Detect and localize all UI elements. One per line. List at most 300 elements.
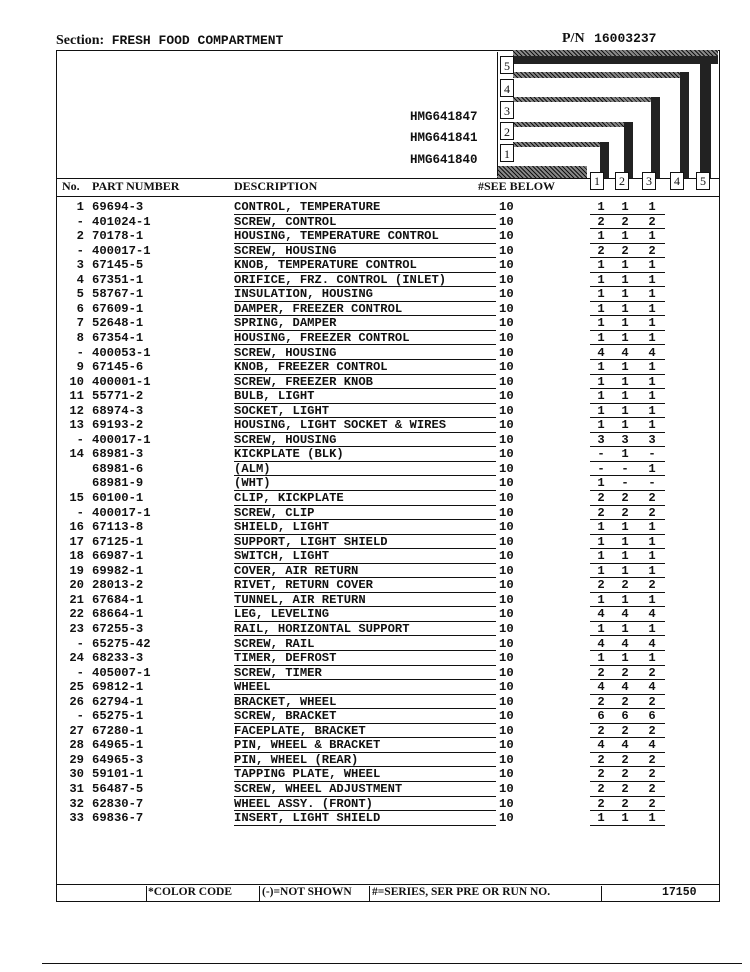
qty-col-1: 2 xyxy=(597,694,605,709)
qty-col-1: 1 xyxy=(597,287,605,302)
qty-col-2: 1 xyxy=(621,374,629,389)
hatch-band-4 xyxy=(513,72,685,78)
qty-col-3: 1 xyxy=(648,811,656,826)
description: SWITCH, LIGHT xyxy=(234,549,330,564)
section-header xyxy=(56,33,283,49)
table-row xyxy=(0,709,750,724)
qty-col-3: 2 xyxy=(648,752,656,767)
col-number-3: 3 xyxy=(642,172,656,190)
item-number: 12 xyxy=(69,403,84,418)
qty-col-2: - xyxy=(621,476,629,491)
qty-col-2: 3 xyxy=(621,432,629,447)
qty-col-1: 1 xyxy=(597,272,605,287)
item-number: 13 xyxy=(69,418,84,433)
item-number: - xyxy=(76,709,84,724)
item-number: 10 xyxy=(69,374,84,389)
item-number: 31 xyxy=(69,782,84,796)
qty-col-1: 4 xyxy=(597,738,605,753)
qty-col-2: 1 xyxy=(621,229,629,244)
qty-col-1: 1 xyxy=(597,520,605,535)
series: 10 xyxy=(499,214,514,229)
part-number: 55771-2 xyxy=(92,389,144,404)
qty-col-2: 1 xyxy=(621,360,629,375)
qty-col-2: 1 xyxy=(621,651,629,666)
table-row xyxy=(0,651,750,666)
pn-value: 16003237 xyxy=(594,31,657,46)
table-row xyxy=(0,564,750,579)
series: 10 xyxy=(499,752,514,767)
qty-col-3: 1 xyxy=(648,301,656,316)
row-rule xyxy=(234,825,496,826)
qty-col-1: 2 xyxy=(597,214,605,229)
series: 10 xyxy=(499,665,514,680)
footer-series: #=SERIES, SER PRE OR RUN NO. xyxy=(372,886,551,898)
qty-col-3: 1 xyxy=(648,549,656,564)
qty-col-1: 2 xyxy=(597,782,605,796)
table-row xyxy=(0,331,750,346)
table-row xyxy=(0,229,750,244)
description: ORIFICE, FRZ. CONTROL (INLET) xyxy=(234,272,447,287)
description: KICKPLATE (BLK) xyxy=(234,447,344,462)
series-box-3: 3 xyxy=(500,101,514,119)
table-row xyxy=(0,215,750,230)
description: SCREW, FREEZER KNOB xyxy=(234,374,373,389)
description: BULB, LIGHT xyxy=(234,389,315,404)
qty-col-1: 1 xyxy=(597,200,605,214)
qty-col-1: 2 xyxy=(597,491,605,505)
part-number: 62830-7 xyxy=(92,796,144,811)
description: (ALM) xyxy=(234,461,271,476)
series: 10 xyxy=(499,389,514,404)
item-number: 26 xyxy=(69,694,84,709)
table-row xyxy=(0,549,750,564)
table-row xyxy=(0,680,750,695)
part-number: 405007-1 xyxy=(92,665,151,680)
col-number-1: 1 xyxy=(590,172,604,190)
description: RIVET, RETURN COVER xyxy=(234,578,373,593)
description: HOUSING, TEMPERATURE CONTROL xyxy=(234,229,439,244)
qty-col-1: 1 xyxy=(597,360,605,375)
description: WHEEL xyxy=(234,680,271,695)
part-number: 65275-42 xyxy=(92,636,151,651)
qty-col-2: 4 xyxy=(621,738,629,753)
part-number: 69193-2 xyxy=(92,418,144,433)
description: FACEPLATE, BRACKET xyxy=(234,723,366,738)
qty-col-3: 4 xyxy=(648,607,656,622)
series: 10 xyxy=(499,505,514,520)
series: 10 xyxy=(499,461,514,476)
series: 10 xyxy=(499,723,514,738)
series: 10 xyxy=(499,491,514,505)
item-number: 14 xyxy=(69,447,84,462)
qty-col-3: 1 xyxy=(648,563,656,578)
series: 10 xyxy=(499,607,514,622)
item-number: 17 xyxy=(69,534,84,549)
part-number: 67684-1 xyxy=(92,592,144,607)
qty-col-3: 1 xyxy=(648,272,656,287)
qty-col-3: 1 xyxy=(648,461,656,476)
part-number: 69694-3 xyxy=(92,200,144,214)
item-number: 15 xyxy=(69,491,84,505)
series: 10 xyxy=(499,651,514,666)
hatch-band-bottom xyxy=(497,166,587,178)
qty-col-1: 2 xyxy=(597,505,605,520)
table-row xyxy=(0,491,750,506)
description: SCREW, HOUSING xyxy=(234,432,337,447)
table-row xyxy=(0,404,750,419)
series: 10 xyxy=(499,796,514,811)
qty-col-2: 1 xyxy=(621,520,629,535)
footer-divider-4 xyxy=(601,886,602,902)
part-number: 67609-1 xyxy=(92,301,144,316)
item-number: 33 xyxy=(69,811,84,826)
part-number: 64965-3 xyxy=(92,752,144,767)
description: SCREW, TIMER xyxy=(234,665,322,680)
part-number: 67145-6 xyxy=(92,360,144,375)
item-number: 23 xyxy=(69,621,84,636)
table-row xyxy=(0,462,750,477)
part-number: 68981-3 xyxy=(92,447,144,462)
qty-col-3: 2 xyxy=(648,796,656,811)
col-number-5: 5 xyxy=(696,172,710,190)
item-number: 6 xyxy=(76,301,84,316)
table-row xyxy=(0,724,750,739)
table-row xyxy=(0,273,750,288)
item-number: 25 xyxy=(69,680,84,695)
table-row xyxy=(0,520,750,535)
table-row xyxy=(0,418,750,433)
series: 10 xyxy=(499,403,514,418)
qty-col-1: 3 xyxy=(597,432,605,447)
part-number: 401024-1 xyxy=(92,214,151,229)
qty-col-2: 1 xyxy=(621,549,629,564)
series: 10 xyxy=(499,432,514,447)
table-row xyxy=(0,637,750,652)
description: WHEEL ASSY. (FRONT) xyxy=(234,796,373,811)
series: 10 xyxy=(499,316,514,331)
series: 10 xyxy=(499,374,514,389)
qty-col-3: 1 xyxy=(648,403,656,418)
description: INSERT, LIGHT SHIELD xyxy=(234,811,381,826)
item-number: 32 xyxy=(69,796,84,811)
qty-col-1: - xyxy=(597,447,605,462)
description: TUNNEL, AIR RETURN xyxy=(234,592,366,607)
series: 10 xyxy=(499,418,514,433)
item-number: 7 xyxy=(76,316,84,331)
qty-col-2: 2 xyxy=(621,491,629,505)
item-number: 2 xyxy=(76,229,84,244)
qty-col-1: 4 xyxy=(597,680,605,695)
description: SOCKET, LIGHT xyxy=(234,403,330,418)
qty-col-1: 1 xyxy=(597,229,605,244)
footer-color-code: *COLOR CODE xyxy=(148,886,233,898)
item-number: 9 xyxy=(76,360,84,375)
series: 10 xyxy=(499,200,514,214)
qty-col-3: 2 xyxy=(648,665,656,680)
part-number: 68974-3 xyxy=(92,403,144,418)
staircase-band-5 xyxy=(513,56,718,64)
qty-col-3: - xyxy=(648,447,656,462)
table-row xyxy=(0,593,750,608)
description: SUPPORT, LIGHT SHIELD xyxy=(234,534,388,549)
qty-col-3: 4 xyxy=(648,345,656,360)
table-row xyxy=(0,607,750,622)
qty-col-3: 2 xyxy=(648,505,656,520)
qty-col-1: 1 xyxy=(597,418,605,433)
series: 10 xyxy=(499,476,514,491)
description: INSULATION, HOUSING xyxy=(234,287,373,302)
part-number: 68233-3 xyxy=(92,651,144,666)
qty-col-2: 2 xyxy=(621,752,629,767)
hatch-band-1 xyxy=(513,142,603,147)
qty-col-2: 6 xyxy=(621,709,629,724)
qty-col-3: 1 xyxy=(648,418,656,433)
part-number: 400053-1 xyxy=(92,345,151,360)
qty-col-1: 2 xyxy=(597,578,605,593)
qty-col-3: 3 xyxy=(648,432,656,447)
part-number: 68981-6 xyxy=(92,461,144,476)
qty-col-2: 1 xyxy=(621,418,629,433)
footer-top-line xyxy=(56,884,720,885)
table-row xyxy=(0,535,750,550)
qty-rule xyxy=(590,825,665,826)
description: SPRING, DAMPER xyxy=(234,316,337,331)
part-number: 67125-1 xyxy=(92,534,144,549)
qty-col-3: 1 xyxy=(648,520,656,535)
staircase-leg-2 xyxy=(624,122,633,178)
qty-col-2: 1 xyxy=(621,563,629,578)
series-box-divider xyxy=(497,52,498,176)
qty-col-1: 1 xyxy=(597,534,605,549)
description: SCREW, HOUSING xyxy=(234,345,337,360)
description: SCREW, CLIP xyxy=(234,505,315,520)
staircase-leg-3 xyxy=(651,97,660,178)
table-row xyxy=(0,346,750,361)
qty-col-3: 1 xyxy=(648,389,656,404)
qty-col-3: 1 xyxy=(648,374,656,389)
qty-col-2: - xyxy=(621,461,629,476)
series: 10 xyxy=(499,621,514,636)
part-number: 400017-1 xyxy=(92,505,151,520)
part-number: 69982-1 xyxy=(92,563,144,578)
table-row xyxy=(0,258,750,273)
qty-col-3: 1 xyxy=(648,316,656,331)
qty-col-3: 1 xyxy=(648,229,656,244)
item-number: 8 xyxy=(76,330,84,345)
description: HOUSING, LIGHT SOCKET & WIRES xyxy=(234,418,447,433)
item-number: 4 xyxy=(76,272,84,287)
qty-col-3: 1 xyxy=(648,534,656,549)
item-number: - xyxy=(76,505,84,520)
qty-col-1: 1 xyxy=(597,374,605,389)
series: 10 xyxy=(499,592,514,607)
item-number: 30 xyxy=(69,767,84,782)
qty-col-2: 1 xyxy=(621,447,629,462)
staircase-leg-5 xyxy=(700,56,711,178)
col-number-2: 2 xyxy=(615,172,629,190)
part-number: 64965-1 xyxy=(92,738,144,753)
series: 10 xyxy=(499,330,514,345)
qty-col-2: 2 xyxy=(621,214,629,229)
series: 10 xyxy=(499,447,514,462)
series: 10 xyxy=(499,738,514,753)
qty-col-2: 1 xyxy=(621,200,629,214)
qty-col-1: 1 xyxy=(597,621,605,636)
series: 10 xyxy=(499,243,514,258)
description: SCREW, WHEEL ADJUSTMENT xyxy=(234,782,403,796)
qty-col-2: 1 xyxy=(621,621,629,636)
series: 10 xyxy=(499,709,514,724)
column-header-bottom-line xyxy=(56,196,720,197)
qty-col-1: 1 xyxy=(597,389,605,404)
qty-col-1: 2 xyxy=(597,723,605,738)
qty-col-1: 2 xyxy=(597,767,605,782)
qty-col-2: 1 xyxy=(621,592,629,607)
series: 10 xyxy=(499,578,514,593)
description: TIMER, DEFROST xyxy=(234,651,337,666)
part-number: 400017-1 xyxy=(92,243,151,258)
series-box-4: 4 xyxy=(500,79,514,97)
item-number: - xyxy=(76,243,84,258)
part-number: 52648-1 xyxy=(92,316,144,331)
qty-col-1: 4 xyxy=(597,607,605,622)
item-number: 28 xyxy=(69,738,84,753)
description: COVER, AIR RETURN xyxy=(234,563,359,578)
series: 10 xyxy=(499,782,514,796)
item-number: - xyxy=(76,214,84,229)
qty-col-2: 1 xyxy=(621,272,629,287)
description: SCREW, CONTROL xyxy=(234,214,337,229)
part-number: 67255-3 xyxy=(92,621,144,636)
page-bottom-rule xyxy=(42,963,742,964)
part-number-header xyxy=(562,31,656,47)
series: 10 xyxy=(499,301,514,316)
qty-col-2: 2 xyxy=(621,723,629,738)
part-number: 67351-1 xyxy=(92,272,144,287)
staircase-leg-4 xyxy=(680,72,689,178)
part-number: 69836-7 xyxy=(92,811,144,826)
qty-col-2: 2 xyxy=(621,767,629,782)
part-number: 400017-1 xyxy=(92,432,151,447)
item-number: 1 xyxy=(76,200,84,214)
description: SHIELD, LIGHT xyxy=(234,520,330,535)
part-number: 68981-9 xyxy=(92,476,144,491)
table-row xyxy=(0,287,750,302)
qty-col-2: 1 xyxy=(621,330,629,345)
description: TAPPING PLATE, WHEEL xyxy=(234,767,381,782)
qty-col-3: 1 xyxy=(648,200,656,214)
qty-col-1: - xyxy=(597,461,605,476)
description: (WHT) xyxy=(234,476,271,491)
table-row xyxy=(0,753,750,768)
qty-col-2: 2 xyxy=(621,796,629,811)
qty-col-1: 1 xyxy=(597,651,605,666)
footer-divider-1 xyxy=(146,886,147,902)
qty-col-1: 1 xyxy=(597,301,605,316)
pn-label: P/N xyxy=(562,31,585,46)
description: CONTROL, TEMPERATURE xyxy=(234,200,381,214)
qty-col-3: 2 xyxy=(648,767,656,782)
qty-col-2: 2 xyxy=(621,578,629,593)
description: PIN, WHEEL (REAR) xyxy=(234,752,359,767)
description: SCREW, RAIL xyxy=(234,636,315,651)
table-row xyxy=(0,200,750,215)
series-box-5: 5 xyxy=(500,56,514,74)
part-number: 28013-2 xyxy=(92,578,144,593)
qty-col-2: 4 xyxy=(621,636,629,651)
table-row xyxy=(0,738,750,753)
qty-col-1: 2 xyxy=(597,752,605,767)
qty-col-2: 4 xyxy=(621,680,629,695)
qty-col-3: 2 xyxy=(648,243,656,258)
series: 10 xyxy=(499,258,514,273)
table-row xyxy=(0,622,750,637)
table-row xyxy=(0,433,750,448)
qty-col-2: 2 xyxy=(621,665,629,680)
item-number: - xyxy=(76,636,84,651)
series: 10 xyxy=(499,694,514,709)
qty-col-3: - xyxy=(648,476,656,491)
footer-divider-3 xyxy=(369,886,370,902)
description: LEG, LEVELING xyxy=(234,607,330,622)
col-header-see-below: #SEE BELOW xyxy=(478,179,556,193)
qty-col-3: 1 xyxy=(648,592,656,607)
table-row xyxy=(0,506,750,521)
item-number: 3 xyxy=(76,258,84,273)
qty-col-2: 1 xyxy=(621,389,629,404)
item-number: 27 xyxy=(69,723,84,738)
part-number: 70178-1 xyxy=(92,229,144,244)
qty-col-1: 4 xyxy=(597,636,605,651)
series: 10 xyxy=(499,360,514,375)
qty-col-2: 1 xyxy=(621,258,629,273)
qty-col-3: 2 xyxy=(648,491,656,505)
qty-col-2: 2 xyxy=(621,505,629,520)
qty-col-1: 4 xyxy=(597,345,605,360)
item-number: - xyxy=(76,345,84,360)
item-number: 11 xyxy=(69,389,84,404)
qty-col-1: 1 xyxy=(597,563,605,578)
col-header-description: DESCRIPTION xyxy=(234,179,318,193)
part-number: 67145-5 xyxy=(92,258,144,273)
table-row xyxy=(0,695,750,710)
series: 10 xyxy=(499,680,514,695)
qty-col-2: 2 xyxy=(621,694,629,709)
part-number: 60100-1 xyxy=(92,491,144,505)
qty-col-1: 2 xyxy=(597,243,605,258)
qty-col-3: 1 xyxy=(648,621,656,636)
qty-col-2: 1 xyxy=(621,316,629,331)
qty-col-3: 4 xyxy=(648,636,656,651)
footer-divider-2 xyxy=(259,886,260,902)
description: PIN, WHEEL & BRACKET xyxy=(234,738,381,753)
table-row xyxy=(0,447,750,462)
part-number: 67280-1 xyxy=(92,723,144,738)
qty-col-2: 1 xyxy=(621,534,629,549)
series: 10 xyxy=(499,287,514,302)
qty-col-1: 6 xyxy=(597,709,605,724)
qty-col-3: 2 xyxy=(648,694,656,709)
footer-not-shown: (-)=NOT SHOWN xyxy=(262,886,352,898)
item-number: 24 xyxy=(69,651,84,666)
part-number: 65275-1 xyxy=(92,709,144,724)
series: 10 xyxy=(499,549,514,564)
table-row xyxy=(0,476,750,491)
qty-col-1: 1 xyxy=(597,476,605,491)
part-number: 400001-1 xyxy=(92,374,151,389)
item-number: - xyxy=(76,665,84,680)
description: CLIP, KICKPLATE xyxy=(234,491,344,505)
